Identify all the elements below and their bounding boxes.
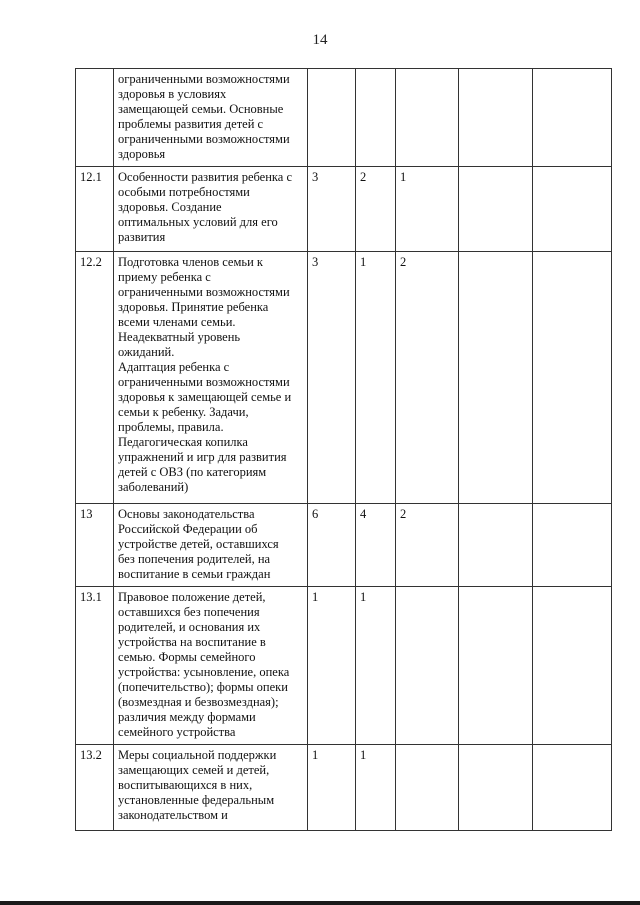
row-number-cell: 12.2 bbox=[76, 252, 114, 504]
table-row bbox=[76, 504, 612, 587]
total-hours-cell: 3 bbox=[308, 252, 356, 504]
practice-hours-cell: 1 bbox=[396, 167, 459, 252]
extra-cell-2 bbox=[533, 745, 612, 831]
topic-cell: ограниченными возможностями здоровья в условиях замещающей семьи. Основные проблемы развития детей с ограниченными возможностями здоровья bbox=[114, 69, 308, 167]
extra-cell-1 bbox=[459, 167, 533, 252]
lecture-hours-cell: 1 bbox=[356, 745, 396, 831]
topic-cell: Основы законодательства Российской Федерации об устройстве детей, оставшихся без попечения родителей, на воспитание в семьи граждан bbox=[114, 504, 308, 587]
row-number-cell: 13 bbox=[76, 504, 114, 587]
lecture-hours-cell: 1 bbox=[356, 252, 396, 504]
extra-cell-2 bbox=[533, 69, 612, 167]
practice-hours-cell bbox=[396, 587, 459, 745]
extra-cell-2 bbox=[533, 587, 612, 745]
practice-hours-cell: 2 bbox=[396, 252, 459, 504]
row-number-cell: 13.2 bbox=[76, 745, 114, 831]
row-number-cell: 12.1 bbox=[76, 167, 114, 252]
extra-cell-1 bbox=[459, 587, 533, 745]
row-number-cell: 13.1 bbox=[76, 587, 114, 745]
table-row bbox=[76, 252, 612, 504]
table-row bbox=[76, 69, 612, 167]
scan-edge-line bbox=[0, 901, 640, 905]
total-hours-cell: 6 bbox=[308, 504, 356, 587]
practice-hours-cell bbox=[396, 745, 459, 831]
topic-cell: Особенности развития ребенка с особыми потребностями здоровья. Создание оптимальных условий для его развития bbox=[114, 167, 308, 252]
total-hours-cell: 3 bbox=[308, 167, 356, 252]
lecture-hours-cell: 1 bbox=[356, 587, 396, 745]
total-hours-cell: 1 bbox=[308, 745, 356, 831]
lecture-hours-cell bbox=[356, 69, 396, 167]
extra-cell-1 bbox=[459, 69, 533, 167]
practice-hours-cell: 2 bbox=[396, 504, 459, 587]
curriculum-table bbox=[75, 68, 612, 831]
extra-cell-2 bbox=[533, 504, 612, 587]
table-row bbox=[76, 587, 612, 745]
extra-cell-1 bbox=[459, 745, 533, 831]
total-hours-cell bbox=[308, 69, 356, 167]
page-number: 14 bbox=[312, 32, 328, 48]
topic-cell: Подготовка членов семьи к приему ребенка с ограниченными возможностями здоровья. Принятие ребенка всеми членами семьи. Неадекватный уровень ожиданий. Адаптация ребенка с ограниченными возможностями здоровья к замещающей семье и семьи к ребенку. Задачи, проблемы, правила. Педагогическая копилка упражнений и игр для развития детей с ОВЗ (по категориям заболеваний) bbox=[114, 252, 308, 504]
lecture-hours-cell: 2 bbox=[356, 167, 396, 252]
lecture-hours-cell: 4 bbox=[356, 504, 396, 587]
row-number-cell bbox=[76, 69, 114, 167]
topic-cell: Меры социальной поддержки замещающих семей и детей, воспитывающихся в них, установленные федеральным законодательством и bbox=[114, 745, 308, 831]
extra-cell-2 bbox=[533, 252, 612, 504]
table-body bbox=[76, 69, 612, 831]
extra-cell-1 bbox=[459, 252, 533, 504]
extra-cell-2 bbox=[533, 167, 612, 252]
table-row bbox=[76, 167, 612, 252]
practice-hours-cell bbox=[396, 69, 459, 167]
table-row bbox=[76, 745, 612, 831]
total-hours-cell: 1 bbox=[308, 587, 356, 745]
extra-cell-1 bbox=[459, 504, 533, 587]
topic-cell: Правовое положение детей, оставшихся без попечения родителей, и основания их устройства на воспитание в семью. Формы семейного устройства: усыновление, опека (попечительство); формы опеки (возмездная и безвозмездная); различия между формами семейного устройства bbox=[114, 587, 308, 745]
